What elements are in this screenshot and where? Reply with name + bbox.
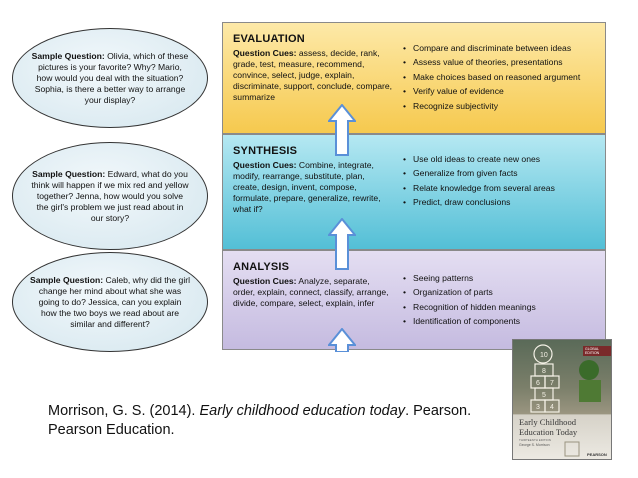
hopscotch-illustration [513, 340, 612, 460]
evaluation-bullet: • Make choices based on reasoned argument [403, 70, 603, 84]
synthesis-bullet: • Use old ideas to create new ones [403, 152, 603, 166]
analysis-bullet: • Recognition of hidden meanings [403, 300, 603, 314]
sample-question-label: Sample Question: [32, 168, 106, 179]
book-cover-image [512, 339, 612, 460]
sample-question-body: Edward, what do you think will happen if we mix red and yellow together? Jenna, how would you solve the girl's problem we just read about in our story? [31, 168, 189, 223]
sample-question-oval [12, 252, 208, 352]
evaluation-bullet: • Recognize subjectivity [403, 99, 603, 113]
evaluation-bullet: • Verify value of evidence [403, 84, 603, 98]
citation-publisher: . Pearson. [405, 403, 472, 419]
synthesis-question-cues [233, 160, 393, 215]
evaluation-bullet: • Assess value of theories, presentations [403, 55, 603, 69]
analysis-bullet: • Seeing patterns [403, 271, 603, 285]
analysis-cues-text: Analyze, separate, order, explain, connect, classify, arrange, divide, compare, select, explain, infer [233, 276, 389, 308]
synthesis-cues-label: Question Cues: [233, 160, 297, 170]
up-arrow-icon [328, 218, 356, 270]
sample-question-body: Olivia, which of these pictures is your favorite? Why? Mario, how would you deal with the situation? Sophia, is there a better way to arrange your display? [34, 50, 189, 105]
sample-question-oval [12, 142, 208, 250]
evaluation-question-cues [233, 48, 393, 103]
book-author: George S. Morrison [519, 443, 550, 447]
up-arrow-icon [328, 328, 356, 352]
svg-text:8: 8 [542, 368, 546, 375]
synthesis-title: SYNTHESIS [233, 145, 298, 157]
book-publisher: PEARSON [587, 452, 607, 457]
svg-text:5: 5 [542, 392, 546, 399]
svg-text:10: 10 [540, 352, 548, 359]
svg-text:6: 6 [536, 380, 540, 387]
evaluation-bullets [403, 41, 603, 113]
citation-book-title: Early childhood education today [199, 403, 406, 419]
analysis-title: ANALYSIS [233, 261, 290, 273]
synthesis-panel [222, 134, 606, 250]
book-badge: GLOBAL EDITION [583, 346, 611, 356]
book-edition: THIRTEENTH EDITION [519, 438, 551, 442]
book-title [519, 418, 577, 437]
sample-question-label: Sample Question: [31, 50, 105, 61]
sample-question-text [30, 51, 190, 106]
synthesis-cues-text: Combine, integrate, modify, rearrange, substitute, plan, create, design, invent, compose, formulate, prepare, generalize, rewrite, what if? [233, 160, 381, 214]
citation-line2: Pearson Education. [48, 422, 175, 438]
analysis-cues-label: Question Cues: [233, 276, 297, 286]
sample-question-text [30, 169, 190, 224]
svg-text:7: 7 [550, 380, 554, 387]
citation [48, 402, 488, 440]
evaluation-title: EVALUATION [233, 33, 305, 45]
sample-question-text [30, 275, 190, 330]
synthesis-bullet: • Relate knowledge from several areas [403, 181, 603, 195]
sample-question-label: Sample Question: [30, 274, 104, 285]
analysis-bullet: • Identification of components [403, 314, 603, 328]
analysis-panel [222, 250, 606, 350]
analysis-bullets [403, 271, 603, 329]
analysis-bullet: • Organization of parts [403, 285, 603, 299]
sample-question-body: Caleb, why did the girl change her mind about what she was going to do? Jessica, can you explain how the two boys we read about are similar and different? [38, 274, 190, 329]
evaluation-cues-label: Question Cues: [233, 48, 297, 58]
synthesis-bullet: • Generalize from given facts [403, 166, 603, 180]
evaluation-cues-text: assess, decide, rank, grade, test, measure, recommend, convince, select, judge, explain, discriminate, support, conclude, compare, summarize [233, 48, 393, 102]
citation-authors: Morrison, G. S. (2014). [48, 403, 200, 419]
book-title-line: Early Childhood [519, 417, 577, 427]
up-arrow-icon [328, 104, 356, 156]
book-title-line: Education Today [519, 426, 578, 437]
synthesis-bullets [403, 152, 603, 210]
synthesis-bullet: • Predict, draw conclusions [403, 195, 603, 209]
svg-text:4: 4 [550, 404, 554, 411]
analysis-question-cues [233, 276, 393, 309]
svg-text:3: 3 [536, 404, 540, 411]
evaluation-bullet: • Compare and discriminate between ideas [403, 41, 603, 55]
evaluation-panel [222, 22, 606, 134]
sample-question-oval [12, 28, 208, 128]
